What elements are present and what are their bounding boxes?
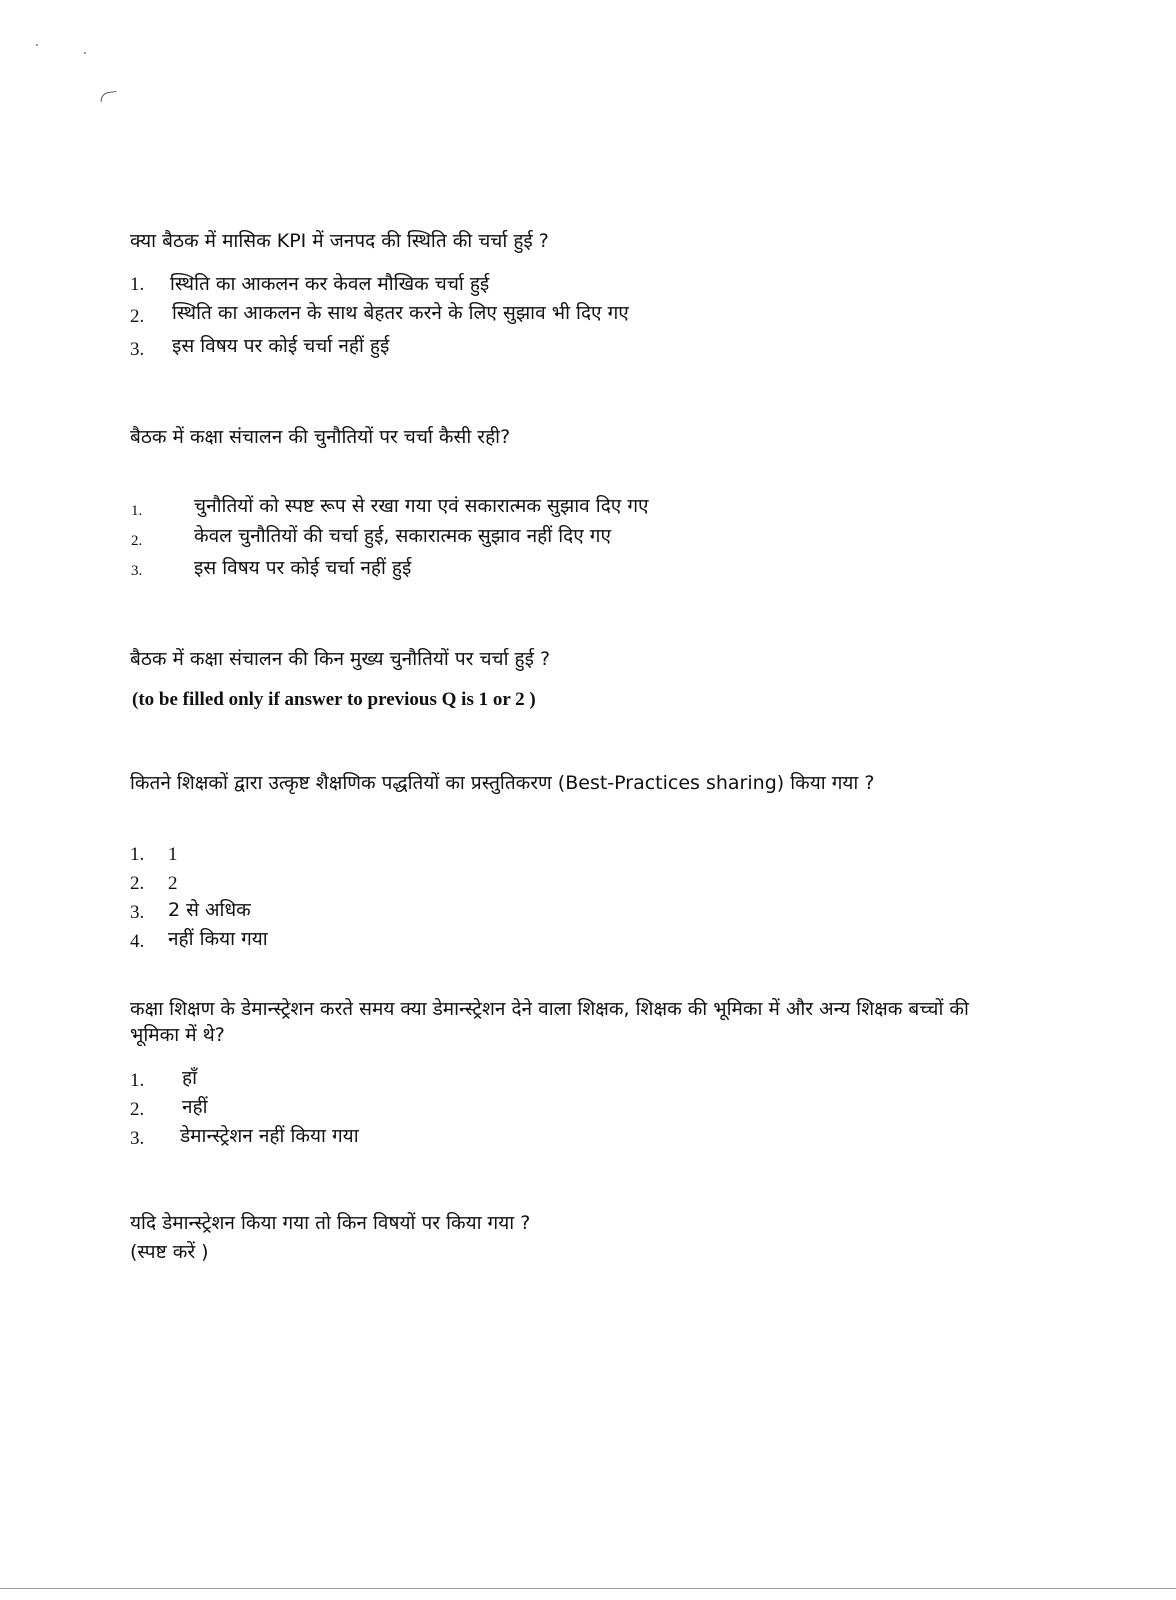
option-text: नहीं किया गया	[168, 928, 268, 950]
option-number: 4.	[130, 931, 145, 952]
option-number: 3.	[130, 1128, 145, 1149]
option-number: 3.	[131, 563, 143, 579]
option-number: 1.	[130, 1070, 145, 1091]
option-number: 2.	[130, 306, 145, 327]
option-number: 2.	[131, 533, 143, 549]
option-text: इस विषय पर कोई चर्चा नहीं हुई	[172, 335, 390, 357]
option-text: स्थिति का आकलन कर केवल मौखिक चर्चा हुई	[170, 273, 490, 295]
option-text: इस विषय पर कोई चर्चा नहीं हुई	[194, 557, 412, 579]
option-text: हाँ	[182, 1067, 198, 1089]
question-main-challenges: बैठक में कक्षा संचालन की किन मुख्य चुनौतियों पर चर्चा हुई ?	[130, 648, 551, 670]
page-bottom-edge	[0, 1588, 1176, 1589]
scan-speck	[36, 44, 38, 46]
question-kpi-status: क्या बैठक में मासिक KPI में जनपद की स्थिति की चर्चा हुई ?	[130, 230, 549, 252]
option-text: चुनौतियों को स्पष्ट रूप से रखा गया एवं सकारात्मक सुझाव दिए गए	[194, 495, 649, 517]
option-number: 2.	[130, 873, 145, 894]
option-text: केवल चुनौतियों की चर्चा हुई, सकारात्मक सुझाव नहीं दिए गए	[194, 525, 611, 547]
question-class-challenges: बैठक में कक्षा संचालन की चुनौतियों पर चर्चा कैसी रही?	[130, 426, 511, 448]
question-note: (स्पष्ट करें )	[130, 1241, 209, 1263]
option-text: 1	[168, 844, 178, 865]
scan-speck	[84, 52, 86, 54]
option-text: 2 से अधिक	[168, 899, 251, 921]
option-number: 3.	[130, 339, 145, 360]
question-note: (to be filled only if answer to previous Q is 1 or 2 )	[132, 689, 536, 710]
option-text: 2	[168, 873, 178, 894]
option-text: नहीं	[182, 1096, 208, 1118]
option-number: 1.	[130, 274, 145, 295]
option-text: स्थिति का आकलन के साथ बेहतर करने के लिए सुझाव भी दिए गए	[172, 302, 629, 324]
question-demonstration-roles: कक्षा शिक्षण के डेमान्स्ट्रेशन करते समय क्या डेमान्स्ट्रेशन देने वाला शिक्षक, शिक्षक की भूमिका में और अन्य शिक्षक बच्चों की भूमिका में थे?	[130, 998, 969, 1046]
option-number: 3.	[130, 902, 145, 923]
option-number: 2.	[130, 1099, 145, 1120]
option-number: 1.	[131, 503, 143, 519]
question-demonstration-subjects: यदि डेमान्स्ट्रेशन किया गया तो किन विषयों पर किया गया ?	[130, 1212, 531, 1234]
option-text: डेमान्स्ट्रेशन नहीं किया गया	[180, 1125, 359, 1147]
option-number: 1.	[130, 844, 145, 865]
scan-artifact	[99, 91, 117, 102]
question-best-practices: कितने शिक्षकों द्वारा उत्कृष्ट शैक्षणिक पद्धतियों का प्रस्तुतिकरण (Best-Practices sharing) किया गया ?	[130, 772, 875, 794]
